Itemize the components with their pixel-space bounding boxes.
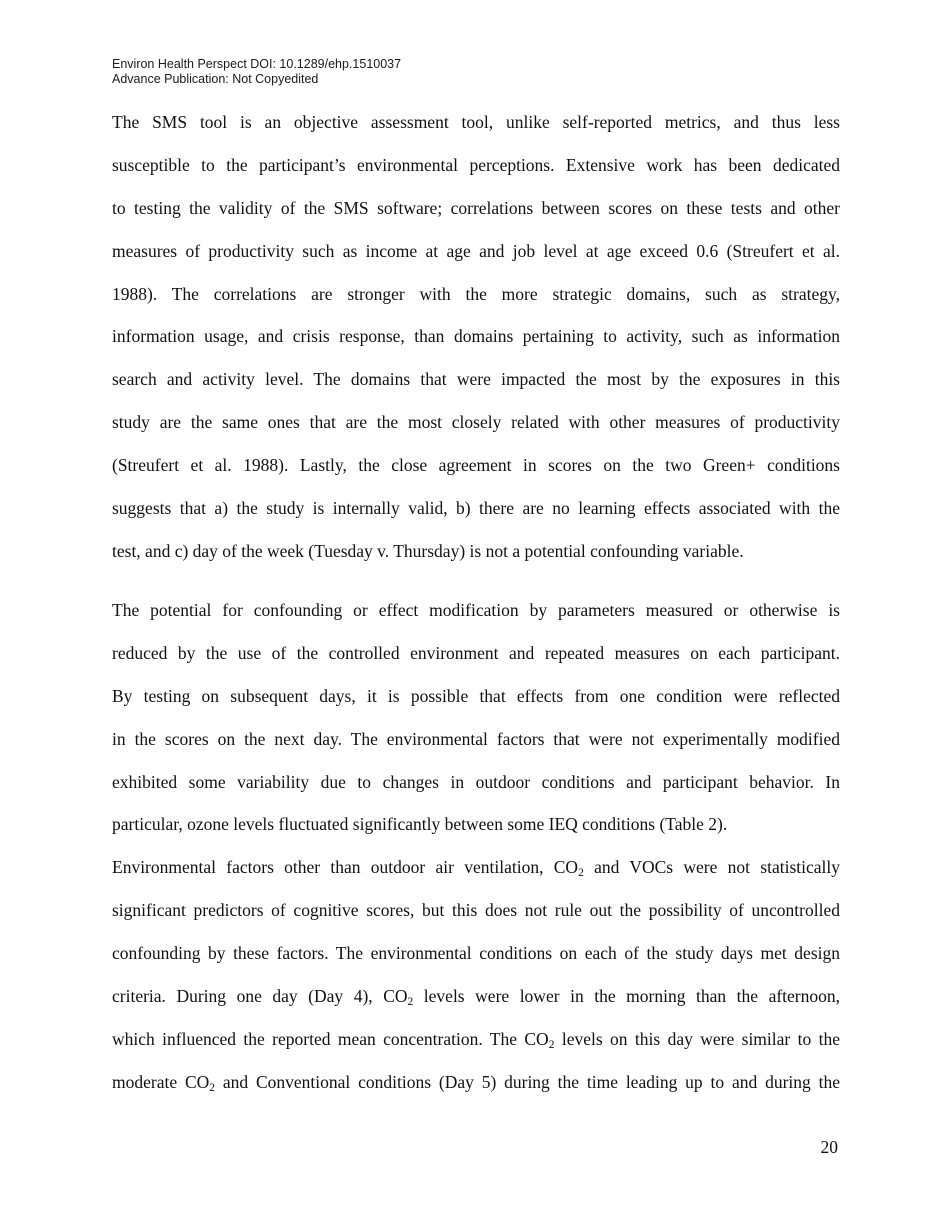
text-segment: moderate CO [112,1071,210,1092]
text-line: exhibited some variability due to changes in outdoor conditions and participant behavior. In [112,771,840,792]
text-line: particular, ozone levels fluctuated significantly between some IEQ conditions (Table 2). [112,814,728,835]
co2-subscript: 2 [548,1038,555,1051]
text-segment: and VOCs were not statistically [583,857,840,878]
co2-subscript: 2 [209,1081,216,1094]
text-line: to testing the validity of the SMS software; correlations between scores on these tests and other [112,197,840,218]
text-line [112,1061,840,1104]
text-line: search and activity level. The domains that were impacted the most by the exposures in this [112,369,840,390]
paragraph-confounding [112,589,840,1104]
text-line: information usage, and crisis response, than domains pertaining to activity, such as information [112,326,840,347]
text-line: By testing on subsequent days, it is possible that effects from one condition were reflected [112,685,840,706]
co2-subscript: 2 [578,867,584,880]
text-segment: and Conventional conditions (Day 5) during the time leading up to and during the [215,1071,840,1092]
text-line: test, and c) day of the week (Tuesday v. Thursday) is not a potential confounding variable. [112,540,744,561]
text-segment: Environmental factors other than outdoor air ventilation, CO [112,857,579,878]
text-line: (Streufert et al. 1988). Lastly, the close agreement in scores on the two Green+ conditions [112,455,840,476]
page-number: 20 [820,1137,838,1157]
text-line: measures of productivity such as income at age and job level at age exceed 0.6 (Streufert et al. [112,240,840,261]
text-line: confounding by these factors. The environmental conditions on each of the study days met design [112,943,840,964]
text-line: The SMS tool is an objective assessment tool, unlike self-reported metrics, and thus less [112,112,840,132]
paragraph-sms-tool-validity [112,101,840,573]
text-line: reduced by the use of the controlled environment and repeated measures on each participant. [112,642,840,663]
text-segment: criteria. During one day (Day 4), CO [112,986,408,1007]
text-segment: levels were lower in the morning than the afternoon, [413,986,840,1007]
text-line [112,975,840,1018]
text-line: suggests that a) the study is internally valid, b) there are no learning effects associated with the [112,498,840,519]
co2-subscript: 2 [407,996,414,1009]
text-line: 1988). The correlations are stronger with the more strategic domains, such as strategy, [112,283,840,304]
text-line: The potential for confounding or effect modification by parameters measured or otherwise is [112,600,840,620]
running-header [112,57,401,87]
text-segment: which influenced the reported mean concentration. The CO [112,1028,549,1049]
journal-doi-line: Environ Health Perspect DOI: 10.1289/ehp.1510037 [112,57,402,71]
text-line: study are the same ones that are the most closely related with other measures of productivity [112,412,840,433]
publication-status-line: Advance Publication: Not Copyedited [112,72,319,86]
text-line: susceptible to the participant’s environmental perceptions. Extensive work has been dedicated [112,154,840,175]
text-line [112,846,840,889]
text-line: significant predictors of cognitive scores, but this does not rule out the possibility of uncontrolled [112,900,840,921]
text-segment: levels on this day were similar to the [554,1028,840,1049]
text-line [112,1018,840,1061]
text-line: in the scores on the next day. The environmental factors that were not experimentally modified [112,728,840,749]
